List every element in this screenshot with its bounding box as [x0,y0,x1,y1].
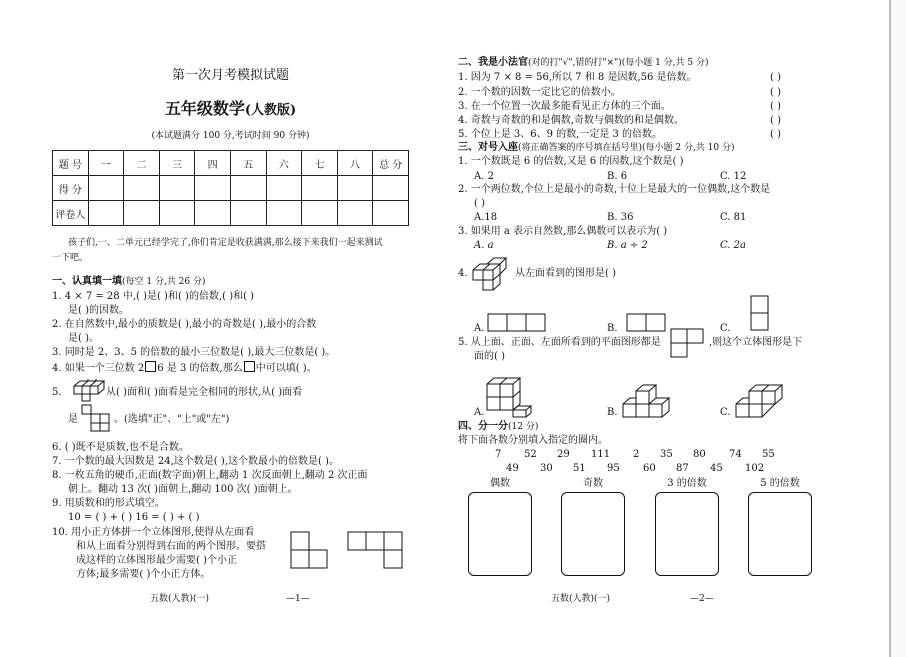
choice-question-2: 2. 一个两位数,个位上是最小的奇数,十位上是最大的一位偶数,这个数是 [458,184,771,195]
question-5: 从( )面和( )面看是完全相同的形状,从( )面看 [106,387,303,398]
subject-name: 五年级数学 [164,99,245,118]
section4-note: (12 分) [508,422,539,432]
question-8-cont: 朝上。翻动 13 次( )面朝上,翻动 100 次( )面朝上。 [68,484,298,495]
question-3: 3. 同时是 2、3、5 的倍数的最小三位数是( ),最大三位数是( )。 [52,347,336,358]
number-item: 30 [540,463,553,474]
q4-text-c: 中可以填( )。 [255,363,317,374]
option-a[interactable]: A. [474,407,485,418]
question-1-cont: 是( )的因数。 [68,305,129,316]
category-label-multiple-3: 3 的倍数 [667,478,707,489]
section3-note: (将正确答案的序号填在括号里)(每小题 2 分,共 10 分) [518,143,735,153]
option-a[interactable]: A. 2 [474,171,494,182]
number-item: 102 [745,463,765,474]
question-10-cont: 成这样的立体图形最少需要( )个小正 [76,555,237,566]
score-cell[interactable] [159,176,195,201]
header-cell: 五 [230,151,266,176]
number-item: 95 [607,463,620,474]
option-a[interactable]: A. a [474,240,494,251]
grader-cell[interactable] [195,201,231,226]
row-label: 评卷人 [53,201,89,226]
score-table [52,150,409,226]
score-row [53,176,409,201]
section2-title: 二、我是小法官 [458,57,528,68]
judge-item: 2. 一个数的因数一定比它的倍数小。 [458,87,621,98]
q5-options-text: 。(选填"正"、"上"或"左") [114,414,230,425]
choice-question-5: 5. 从上面、正面、左面所看到的平面图形都是 [458,337,661,348]
q4-text-a: 4. 如果一个三位数 2 [52,363,145,374]
q5-number: 5. [52,387,62,398]
score-header-row [53,151,409,176]
answer-paren[interactable]: ( ) [770,72,781,83]
grader-cell[interactable] [373,201,409,226]
option-c[interactable]: C. [720,407,731,418]
section3-title: 三、对号入座 [458,142,518,153]
option-b-solid-icon [622,378,672,422]
question-7: 7. 一个数的最大因数是 24,这个数是( ),这个数最小的倍数是( )。 [52,456,339,467]
odd-box[interactable] [561,492,625,576]
header-cell: 总 分 [373,151,409,176]
section1-note: (每空 1 分,共 26 分) [122,277,206,287]
cube-figure-icon [472,260,512,292]
intro-text: 孩子们,一、二单元已经学完了,你们肯定是收获满满,那么接下来我们一起来测试 [68,238,383,248]
question-10-cont: 和从上面看分别得到右面的两个图形。要搭 [76,541,266,552]
option-b-figure-icon [626,313,668,333]
cube-stack-figure-icon [73,378,107,402]
header-cell: 六 [266,151,302,176]
number-item: 55 [762,449,775,460]
category-label-odd: 奇数 [583,478,603,489]
category-label-multiple-5: 5 的倍数 [760,478,800,489]
grader-cell[interactable] [230,201,266,226]
score-cell[interactable] [124,176,160,201]
number-item: 29 [557,449,570,460]
option-a[interactable]: A.18 [474,212,498,223]
footer-label-right: 五数(人教)(一) [551,594,611,604]
row-label: 得 分 [53,176,89,201]
choice-question-1: 1. 一个数既是 6 的倍数,又是 6 的因数,这个数是( ) [458,156,684,167]
option-c[interactable]: C. 2a [720,240,746,251]
question-9-equations: 10 = ( ) + ( ) 16 = ( ) + ( ) [68,512,200,523]
score-cell[interactable] [230,176,266,201]
plane-shape-icon [670,328,708,360]
grader-cell[interactable] [124,201,160,226]
number-item: 51 [573,463,586,474]
question-10-cont: 方体;最多需要( )个小正方体。 [76,569,211,580]
question-1: 1. 4 × 7 = 28 中,( )是( )和( )的倍数,( )和( ) [52,291,255,302]
score-cell[interactable] [302,176,338,201]
question-8: 8. 一枚五角的硬币,正面(数字面)朝上,翻动 1 次反面朝上,翻动 2 次正面 [52,470,368,481]
answer-paren[interactable]: ( ) [770,101,781,112]
question-6: 6. ( )既不是质数,也不是合数。 [52,442,189,453]
number-item: 111 [591,449,611,460]
blank-box-icon [145,361,156,372]
edition-label: (人教版) [244,103,297,118]
number-item: 45 [710,463,723,474]
grader-cell[interactable] [88,201,124,226]
answer-paren[interactable]: ( ) [770,129,781,140]
section2-heading [458,57,709,69]
option-a[interactable]: A. [474,323,485,334]
judge-item: 4. 奇数与奇数的和是偶数,奇数与偶数的和是偶数。 [458,115,684,126]
option-b[interactable]: B. a ÷ 2 [607,240,648,251]
section4-title: 四、分一分 [458,421,508,432]
header-cell: 题 号 [53,151,89,176]
grader-cell[interactable] [337,201,373,226]
answer-paren[interactable]: ( ) [770,115,781,126]
score-cell[interactable] [373,176,409,201]
header-cell: 三 [159,151,195,176]
subject-title [52,99,409,121]
number-item: 80 [693,449,706,460]
choice-question-3: 3. 如果用 a 表示自然数,那么偶数可以表示为( ) [458,226,668,237]
score-cell[interactable] [88,176,124,201]
choice-question-2-cont: ( ) [474,198,485,209]
exam-title: 第一次月考模拟试题 [171,68,289,83]
section3-heading [458,142,735,154]
option-a-solid-icon [486,373,532,421]
question-2-cont: 是( )。 [68,333,99,344]
blank-box-icon [244,361,255,372]
option-c[interactable]: C. [720,323,731,334]
q5-is: 是 [68,414,78,425]
option-c-figure-icon [750,295,770,335]
exam-note: (本试题满分 100 分,考试时间 90 分钟) [151,131,310,141]
option-b[interactable]: B. [607,323,618,334]
multiple-of-5-box[interactable] [748,492,812,576]
section4-heading [458,421,538,433]
choice-question-5-cont: 面的( ) [474,351,505,362]
left-view-figure-icon [290,531,330,571]
judge-item: 5. 个位上是 3、6、9 的数,一定是 3 的倍数。 [458,129,663,140]
number-item: 87 [676,463,689,474]
multiple-of-3-box[interactable] [655,492,719,576]
question-4 [52,361,317,375]
answer-paren[interactable]: ( ) [770,87,781,98]
number-item: 52 [524,449,537,460]
header-cell: 四 [195,151,231,176]
grader-cell[interactable] [302,201,338,226]
question-2: 2. 在自然数中,最小的质数是( ),最小的奇数是( ),最小的合数 [52,319,317,330]
page-edge-strip [891,0,906,657]
option-c[interactable]: C. 12 [720,171,747,182]
choice-q4-number: 4. [458,268,468,279]
view-shape-icon [81,404,111,432]
grader-cell[interactable] [159,201,195,226]
grader-cell[interactable] [266,201,302,226]
footer-label-left: 五数(人教)(一) [150,594,210,604]
header-cell: 二 [124,151,160,176]
question-9: 9. 用质数和的形式填空。 [52,498,165,509]
score-cell[interactable] [195,176,231,201]
option-b[interactable]: B. 6 [607,171,628,182]
section2-note: (对的打"√",错的打"×")(每小题 1 分,共 5 分) [528,58,709,68]
option-a-figure-icon [487,313,549,333]
section1-title: 一、认真填一填 [52,276,122,287]
intro-text-cont: 一下吧。 [52,253,89,263]
number-item: 2 [633,449,640,460]
header-cell: 一 [88,151,124,176]
option-c-solid-icon [735,378,785,422]
page-number-left: —1— [286,594,310,604]
number-item: 74 [729,449,742,460]
number-item: 49 [506,463,519,474]
score-cell[interactable] [266,176,302,201]
page-number-right: —2— [690,594,714,604]
even-box[interactable] [468,492,532,576]
sort-instruction: 将下面各数分别填入指定的圈内。 [458,435,608,446]
q4-text-b: 6 是 3 的倍数,那么 [157,363,243,374]
number-item: 35 [660,449,673,460]
header-cell: 七 [302,151,338,176]
option-b[interactable]: B. [607,407,618,418]
choice-question-4: 从左面看到的图形是( ) [515,268,616,279]
grader-row [53,201,409,226]
top-view-figure-icon [347,531,407,571]
category-label-even: 偶数 [490,478,510,489]
question-10: 10. 用小正方体拼一个立体图形,使得从左面看 [52,527,255,538]
score-cell[interactable] [337,176,373,201]
number-item: 60 [643,463,656,474]
option-b[interactable]: B. 36 [607,212,634,223]
section1-heading [52,276,206,288]
choice-question-5-cont: ,则这个立体图形是下 [709,337,803,348]
judge-item: 1. 因为 7 × 8 = 56,所以 7 和 8 是因数,56 是倍数。 [458,72,697,83]
judge-item: 3. 在一个位置一次最多能看见正方体的三个面。 [458,101,671,112]
number-item: 7 [495,449,502,460]
option-c[interactable]: C. 81 [720,212,747,223]
header-cell: 八 [337,151,373,176]
